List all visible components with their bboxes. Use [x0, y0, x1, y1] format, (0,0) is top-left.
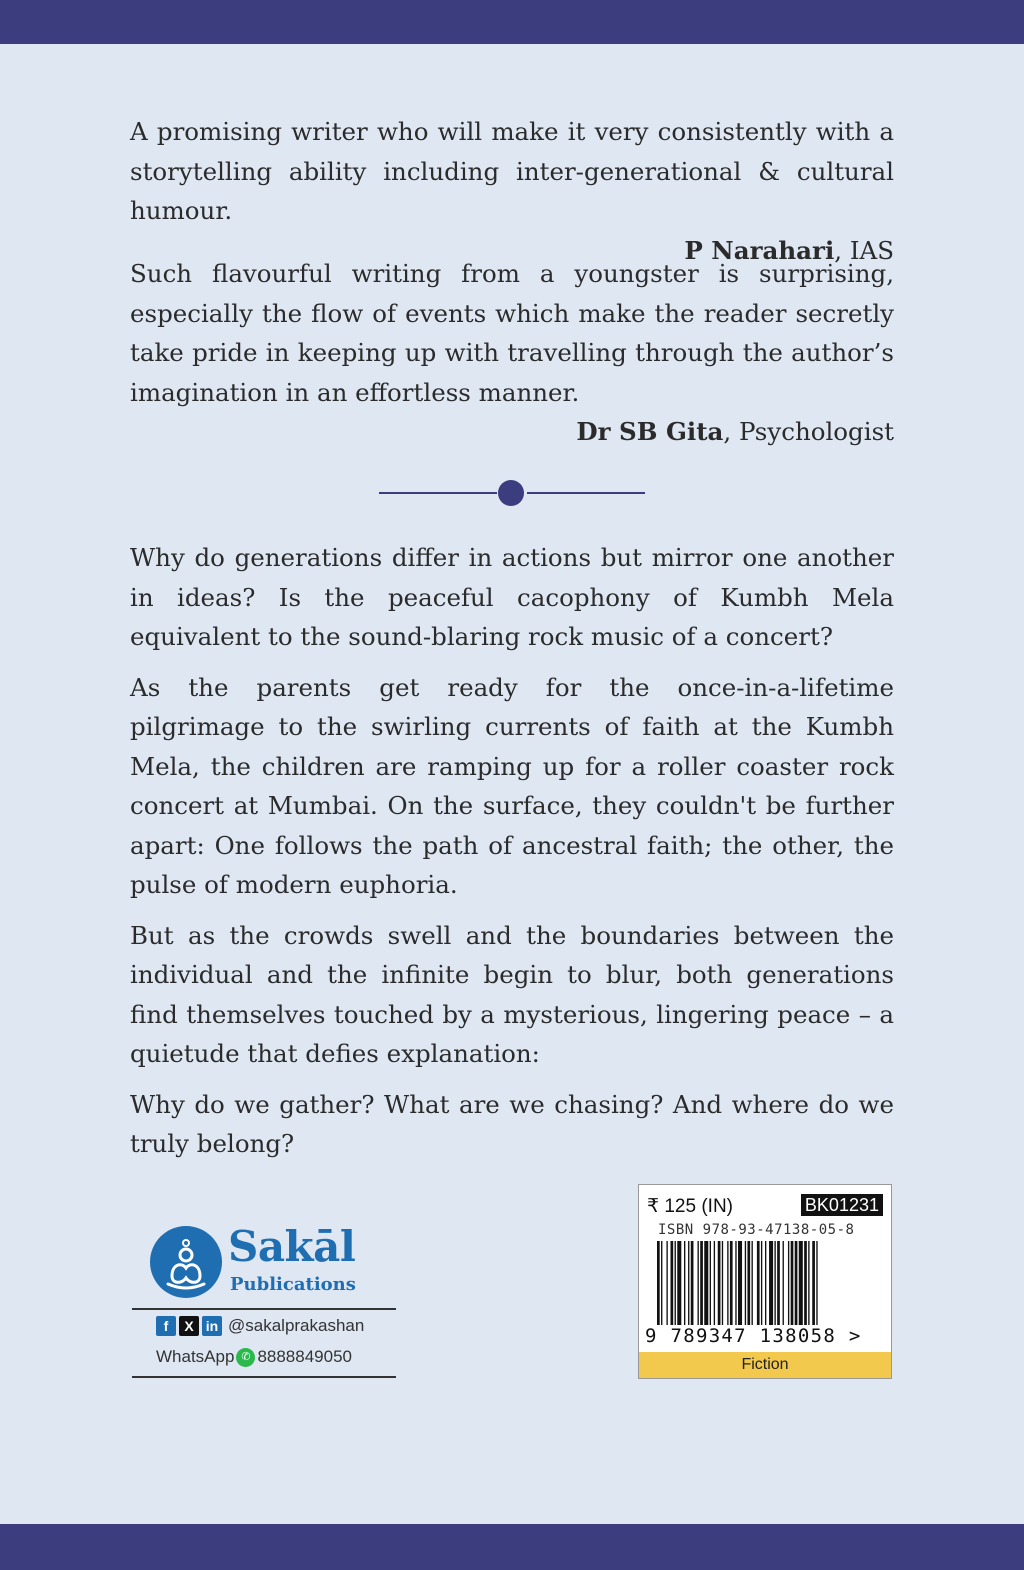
- review-2: [130, 254, 894, 452]
- blurb-paragraph: As the parents get ready for the once-in-a-lifetime pilgrimage to the swirling currents of faith at the Kumbh Mela, the children are ramping up for a roller coaster rock concert at Mumbai. On the surface, they couldn't be further apart: One follows the path of ancestral faith; the other, the pulse of modern euphoria.: [130, 672, 894, 899]
- bottom-band: [0, 1524, 1024, 1570]
- review-2-text: Such flavourful writing from a youngster is surprising, especially the flow of events which make the reader secretly take pride in keeping up with travelling through the author’s imagination in an effortless manner.: [130, 259, 894, 407]
- review-1: [130, 112, 894, 270]
- review-1-text: A promising writer who will make it very consistently with a storytelling ability including inter-generational & cultural humour.: [130, 117, 894, 225]
- isbn-text: ISBN 978-93-47138-05-8: [658, 1222, 855, 1238]
- facebook-icon: f: [156, 1316, 176, 1336]
- review-2-name: Dr SB Gita: [576, 417, 724, 446]
- divider-dot: [498, 480, 524, 506]
- publisher-name: Sakāl: [228, 1222, 356, 1271]
- review-1-name: P Narahari: [684, 235, 835, 265]
- publisher-logo-icon: [150, 1226, 222, 1298]
- barcode-digits: 9 789347 138058 >: [645, 1325, 862, 1347]
- review-2-attribution: [130, 412, 894, 452]
- review-1-role: , IAS: [834, 235, 894, 265]
- publisher-rule-bottom: [132, 1376, 396, 1378]
- publisher-subtitle: Publications: [230, 1274, 356, 1295]
- top-band: [0, 0, 1024, 44]
- ornament-divider: [379, 480, 645, 506]
- whatsapp-label: WhatsApp: [156, 1347, 235, 1366]
- blurb-paragraph: Why do generations differ in actions but mirror one another in ideas? Is the peaceful cacophony of Kumbh Mela equivalent to the sound-blaring rock music of a concert?: [130, 543, 894, 651]
- whatsapp-number: 8888849050: [257, 1347, 352, 1366]
- blurb-paragraph: But as the crowds swell and the boundaries between the individual and the infinite begin to blur, both generations find themselves touched by a mysterious, lingering peace – a quietude that defies explanation:: [130, 920, 894, 1068]
- price-label: ₹ 125 (IN): [647, 1196, 734, 1217]
- blurb-paragraph: Why do we gather? What are we chasing? And where do we truly belong?: [130, 1089, 894, 1158]
- review-2-role: , Psychologist: [723, 417, 894, 446]
- social-row: [156, 1316, 364, 1336]
- genre-label: Fiction: [639, 1352, 891, 1378]
- whatsapp-icon: ✆: [236, 1348, 255, 1367]
- whatsapp-row: [156, 1347, 352, 1367]
- social-handle: @sakalprakashan: [228, 1316, 365, 1335]
- book-code: BK01231: [801, 1194, 883, 1216]
- divider-line-left: [379, 492, 497, 494]
- linkedin-icon: in: [202, 1316, 222, 1336]
- publisher-rule-top: [132, 1308, 396, 1310]
- publisher-block: [132, 1222, 396, 1380]
- x-icon: X: [179, 1316, 199, 1336]
- barcode-box: [638, 1184, 892, 1379]
- book-blurb: [130, 538, 894, 1175]
- divider-line-right: [527, 492, 645, 494]
